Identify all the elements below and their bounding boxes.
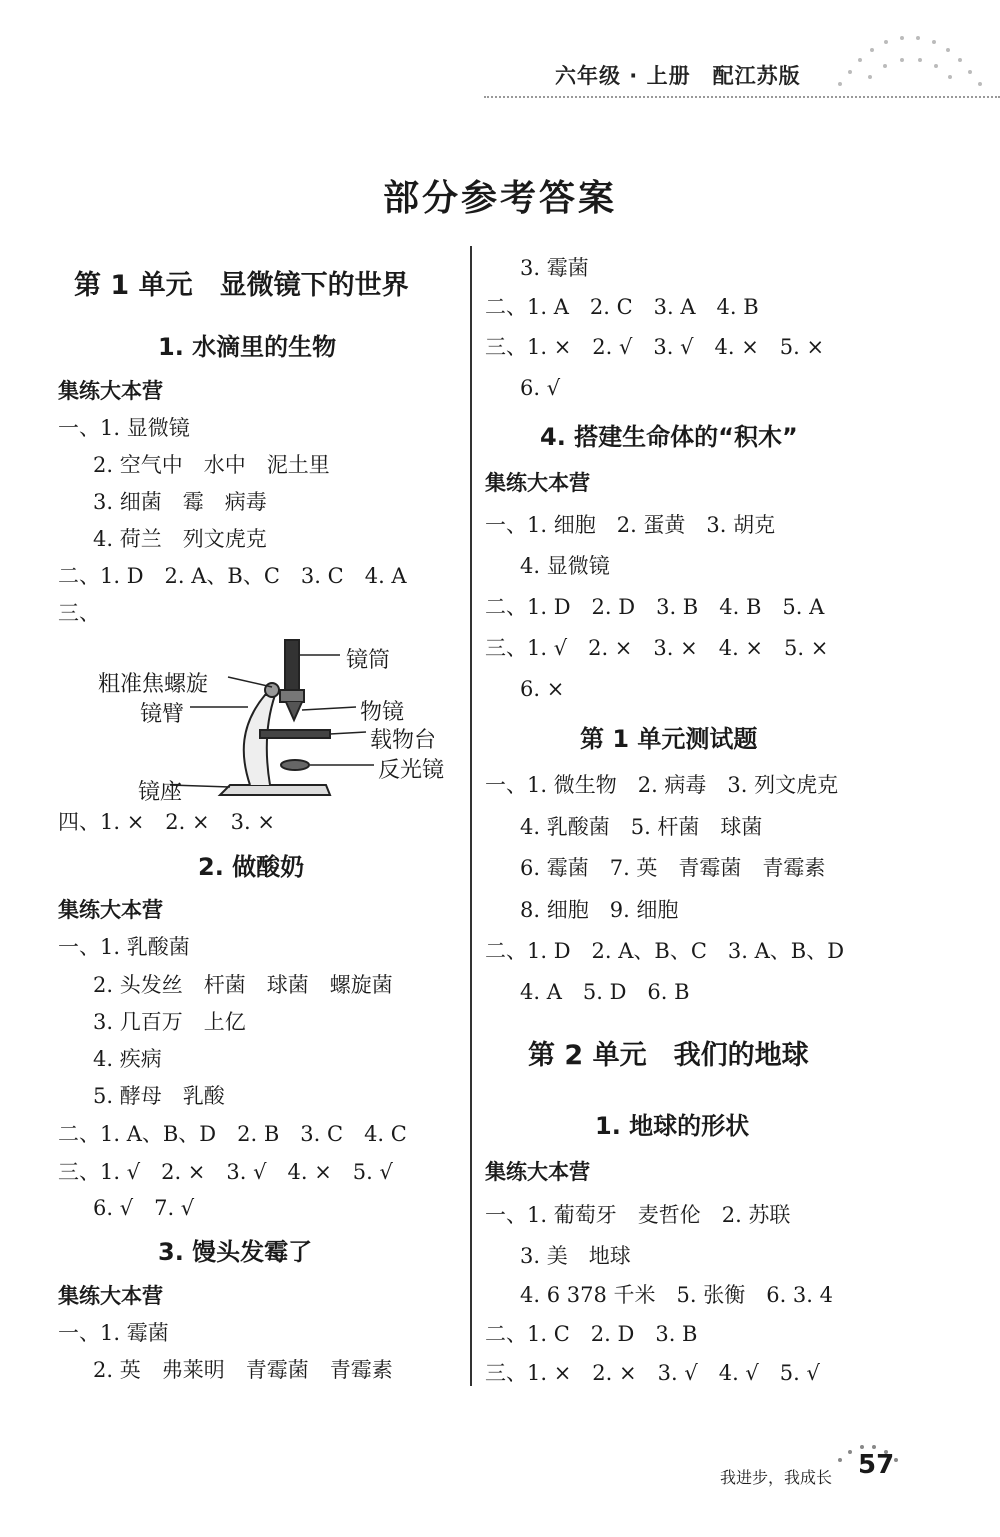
diagram-label: 载物台 bbox=[370, 728, 437, 753]
l1-answer-line: 3. 细菌 霉 病毒 bbox=[93, 490, 267, 514]
l2-answer-line: 3. 几百万 上亿 bbox=[93, 1010, 246, 1034]
l2-answer-line: 4. 疾病 bbox=[93, 1047, 162, 1071]
l4-answer-line: 一、1. 细胞 2. 蛋黄 3. 胡克 bbox=[485, 513, 776, 537]
test1-answer-line: 一、1. 微生物 2. 病毒 3. 列文虎克 bbox=[485, 773, 839, 797]
l4-answer-line: 二、1. D 2. D 3. B 4. B 5. A bbox=[485, 595, 825, 619]
lesson4-section-label: 集练大本营 bbox=[485, 471, 590, 495]
unit1-test-title: 第 1 单元测试题 bbox=[580, 725, 758, 753]
microscope-diagram bbox=[90, 635, 470, 810]
l1-answer-line: 一、1. 显微镜 bbox=[58, 416, 190, 440]
test1-answer-line: 二、1. D 2. A、B、C 3. A、B、D bbox=[485, 939, 845, 963]
l2-answer-line: 一、1. 乳酸菌 bbox=[58, 935, 190, 959]
diagram-label: 镜筒 bbox=[346, 648, 391, 673]
footer-slogan: 我进步，我成长 bbox=[720, 1468, 833, 1487]
l1-answer-line: 三、 bbox=[58, 601, 100, 625]
l4-answer-line: 三、1. √ 2. × 3. × 4. × 5. × bbox=[485, 636, 829, 660]
header-decoration-icon bbox=[830, 22, 1000, 102]
l1-answer-line: 4. 荷兰 列文虎克 bbox=[93, 527, 267, 551]
u2l1-answer-line: 3. 美 地球 bbox=[520, 1244, 631, 1268]
column-divider bbox=[470, 246, 472, 1386]
l1-answer-line: 四、1. × 2. × 3. × bbox=[58, 810, 275, 834]
u2l1-answer-line: 4. 6 378 千米 5. 张衡 6. 3. 4 bbox=[520, 1283, 833, 1307]
unit2-lesson1-section-label: 集练大本营 bbox=[485, 1160, 590, 1184]
diagram-label: 物镜 bbox=[360, 700, 405, 725]
unit2-title: 第 2 单元 我们的地球 bbox=[528, 1040, 809, 1071]
header-title: 六年级 · 上册 配江苏版 bbox=[555, 64, 801, 88]
diagram-label: 镜臂 bbox=[140, 702, 185, 727]
l4-answer-line: 4. 显微镜 bbox=[520, 554, 610, 578]
test1-answer-line: 8. 细胞 9. 细胞 bbox=[520, 898, 679, 922]
l1-answer-line: 2. 空气中 水中 泥土里 bbox=[93, 453, 330, 477]
l2-answer-line: 6. √ 7. √ bbox=[93, 1196, 195, 1220]
l3-cont-answer-line: 三、1. × 2. √ 3. √ 4. × 5. × bbox=[485, 335, 825, 359]
diagram-label: 粗准焦螺旋 bbox=[98, 672, 209, 697]
diagram-label: 镜座 bbox=[138, 780, 183, 805]
test1-answer-line: 4. A 5. D 6. B bbox=[520, 980, 690, 1004]
lesson2-title: 2. 做酸奶 bbox=[198, 853, 305, 881]
lesson3-section-label: 集练大本营 bbox=[58, 1284, 163, 1308]
header-divider bbox=[484, 96, 1000, 98]
l3-cont-answer-line: 二、1. A 2. C 3. A 4. B bbox=[485, 295, 759, 319]
u2l1-answer-line: 三、1. × 2. × 3. √ 4. √ 5. √ bbox=[485, 1361, 820, 1385]
lesson3-title: 3. 馒头发霉了 bbox=[158, 1238, 313, 1266]
l3-answer-line: 一、1. 霉菌 bbox=[58, 1321, 169, 1345]
test1-answer-line: 6. 霉菌 7. 英 青霉菌 青霉素 bbox=[520, 856, 826, 880]
u2l1-answer-line: 一、1. 葡萄牙 麦哲伦 2. 苏联 bbox=[485, 1203, 791, 1227]
lesson4-title: 4. 搭建生命体的“积木” bbox=[540, 423, 798, 451]
l3-cont-answer-line: 6. √ bbox=[520, 376, 561, 400]
l3-cont-answer-line: 3. 霉菌 bbox=[520, 256, 589, 280]
diagram-label: 反光镜 bbox=[378, 758, 445, 783]
lesson2-section-label: 集练大本营 bbox=[58, 898, 163, 922]
l2-answer-line: 三、1. √ 2. × 3. √ 4. × 5. √ bbox=[58, 1160, 393, 1184]
lesson1-section-label: 集练大本营 bbox=[58, 379, 163, 403]
lesson1-title: 1. 水滴里的生物 bbox=[158, 333, 337, 361]
page-number: 57 bbox=[858, 1450, 895, 1480]
l1-answer-line: 二、1. D 2. A、B、C 3. C 4. A bbox=[58, 564, 407, 588]
page-title: 部分参考答案 bbox=[382, 178, 617, 219]
test1-answer-line: 4. 乳酸菌 5. 杆菌 球菌 bbox=[520, 815, 763, 839]
l2-answer-line: 二、1. A、B、D 2. B 3. C 4. C bbox=[58, 1122, 407, 1146]
l2-answer-line: 5. 酵母 乳酸 bbox=[93, 1084, 225, 1108]
l2-answer-line: 2. 头发丝 杆菌 球菌 螺旋菌 bbox=[93, 973, 393, 997]
unit1-title: 第 1 单元 显微镜下的世界 bbox=[74, 270, 409, 301]
l4-answer-line: 6. × bbox=[520, 677, 565, 701]
l3-answer-line: 2. 英 弗莱明 青霉菌 青霉素 bbox=[93, 1358, 393, 1382]
u2l1-answer-line: 二、1. C 2. D 3. B bbox=[485, 1322, 698, 1346]
unit2-lesson1-title: 1. 地球的形状 bbox=[595, 1112, 750, 1140]
